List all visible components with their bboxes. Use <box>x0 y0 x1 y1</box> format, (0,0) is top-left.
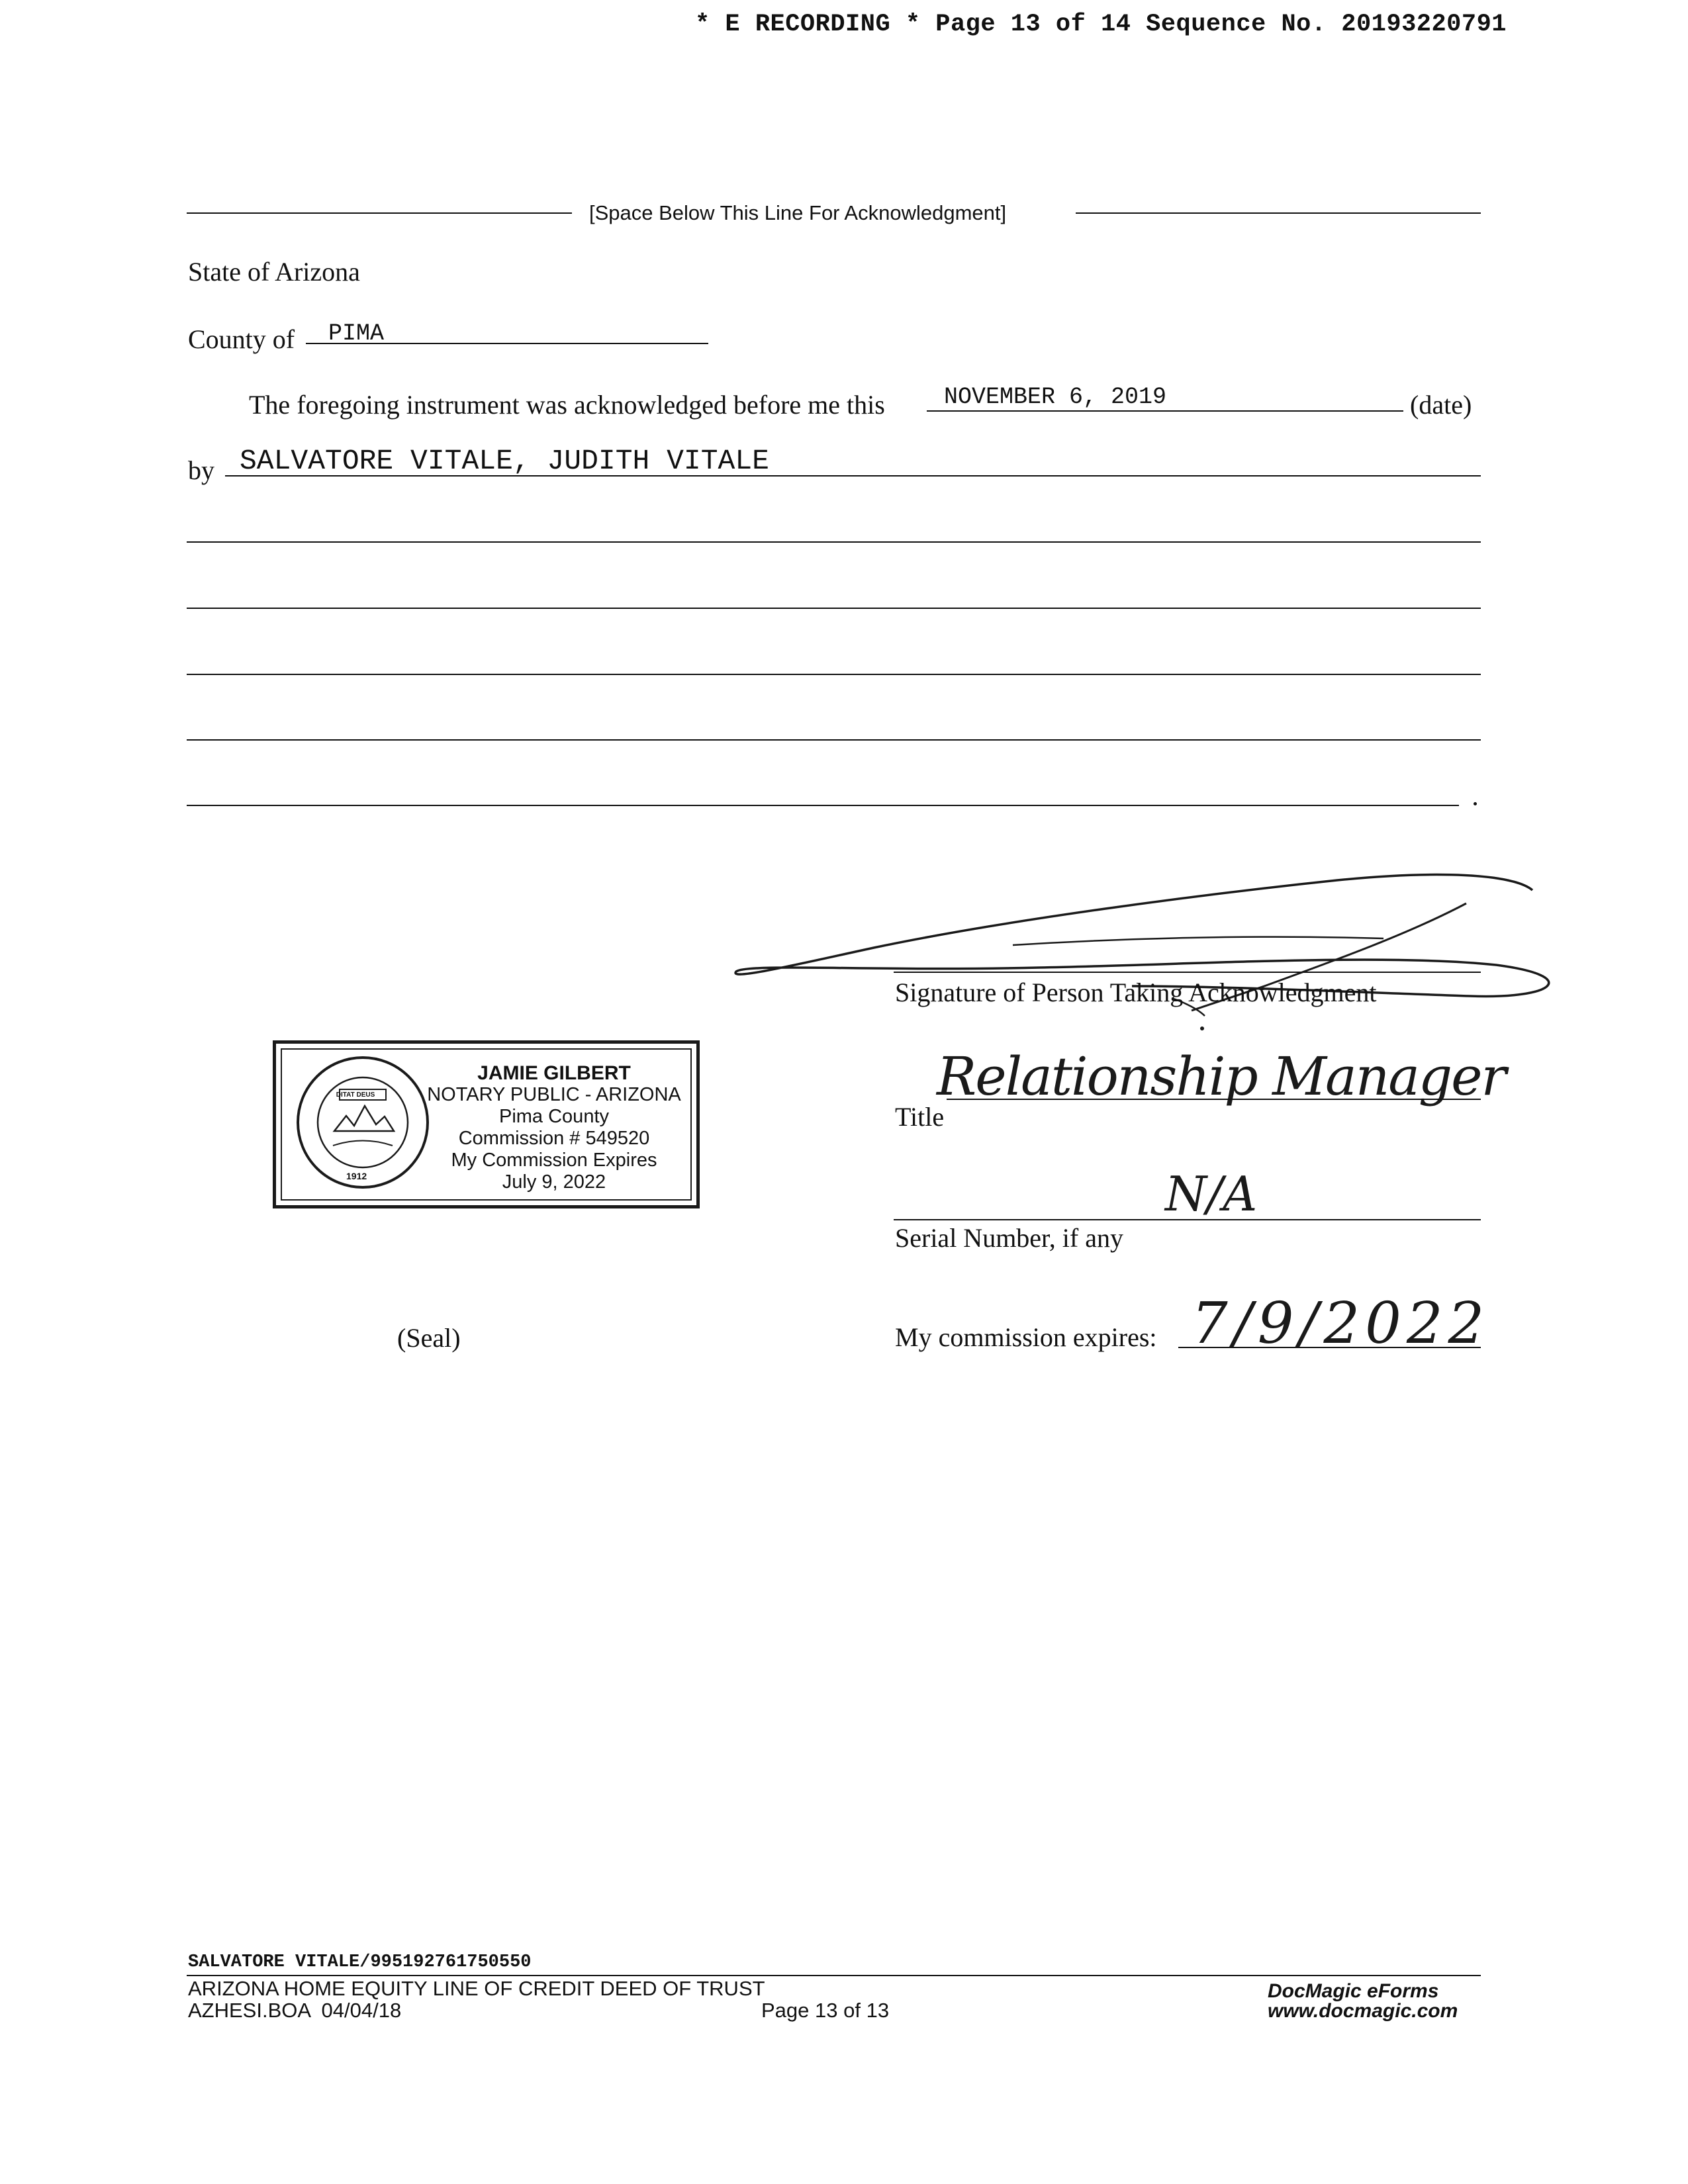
serial-underline <box>894 1219 1481 1220</box>
county-underline <box>306 343 708 344</box>
footer-rule <box>187 1975 1481 1976</box>
acknowledged-by-names: SALVATORE VITALE, JUDITH VITALE <box>240 445 769 477</box>
footer-form-code: AZHESI.BOA 04/04/18 <box>188 1999 402 2022</box>
blank-line <box>187 739 1481 741</box>
notary-name: JAMIE GILBERT <box>477 1062 631 1084</box>
title-underline <box>947 1099 1481 1100</box>
blank-line <box>187 805 1459 806</box>
separator-right-rule <box>1076 212 1481 214</box>
seal-motto: DITAT DEUS <box>336 1091 375 1099</box>
notary-expires-label: My Commission Expires <box>451 1150 657 1171</box>
by-label: by <box>188 455 214 485</box>
notary-signature <box>722 854 1582 1046</box>
docmagic-website: www.docmagic.com <box>1268 2000 1458 2022</box>
commission-expires-handwritten: 7/9/2022 <box>1192 1291 1490 1357</box>
serial-handwritten: N/A <box>1165 1166 1258 1222</box>
footer-form-title: ARIZONA HOME EQUITY LINE OF CREDIT DEED OF TRUST <box>188 1977 765 2000</box>
docmagic-logo: DocMagic eForms <box>1268 1980 1439 2002</box>
state-line: State of Arizona <box>188 257 360 287</box>
date-underline <box>927 410 1403 412</box>
period-dot <box>1474 802 1477 805</box>
date-suffix: (date) <box>1410 390 1472 420</box>
blank-line <box>187 608 1481 609</box>
seal-label: (Seal) <box>397 1323 461 1353</box>
instrument-text: The foregoing instrument was acknowledged before me this <box>249 390 885 420</box>
notary-stamp <box>273 1040 700 1208</box>
acknowledgment-separator-label: [Space Below This Line For Acknowledgment] <box>589 201 1007 224</box>
title-handwritten: Relationship Manager <box>937 1046 1505 1107</box>
commission-underline <box>1178 1347 1481 1348</box>
commission-expires-label: My commission expires: <box>895 1322 1157 1352</box>
title-label: Title <box>895 1102 945 1132</box>
notary-title: NOTARY PUBLIC - ARIZONA <box>427 1084 681 1105</box>
signature-underline <box>894 972 1481 973</box>
notary-expires-date: July 9, 2022 <box>502 1171 606 1193</box>
county-label: County of <box>188 324 295 354</box>
acknowledgment-date: NOVEMBER 6, 2019 <box>944 384 1167 410</box>
separator-left-rule <box>187 212 572 214</box>
notary-commission-number: Commission # 549520 <box>458 1128 650 1149</box>
county-value: PIMA <box>328 320 385 347</box>
footer-page-number: Page 13 of 13 <box>761 1999 890 2022</box>
notary-county: Pima County <box>498 1106 609 1127</box>
serial-label: Serial Number, if any <box>895 1223 1123 1253</box>
blank-line <box>187 541 1481 543</box>
blank-line <box>187 674 1481 675</box>
recording-header: * E RECORDING * Page 13 of 14 Sequence No. 20193220791 <box>695 11 1507 38</box>
footer-borrower-id: SALVATORE VITALE/995192761750550 <box>188 1952 532 1972</box>
signature-label: Signature of Person Taking Acknowledgment <box>895 978 1377 1007</box>
by-underline <box>225 475 1481 477</box>
seal-year: 1912 <box>346 1171 367 1181</box>
